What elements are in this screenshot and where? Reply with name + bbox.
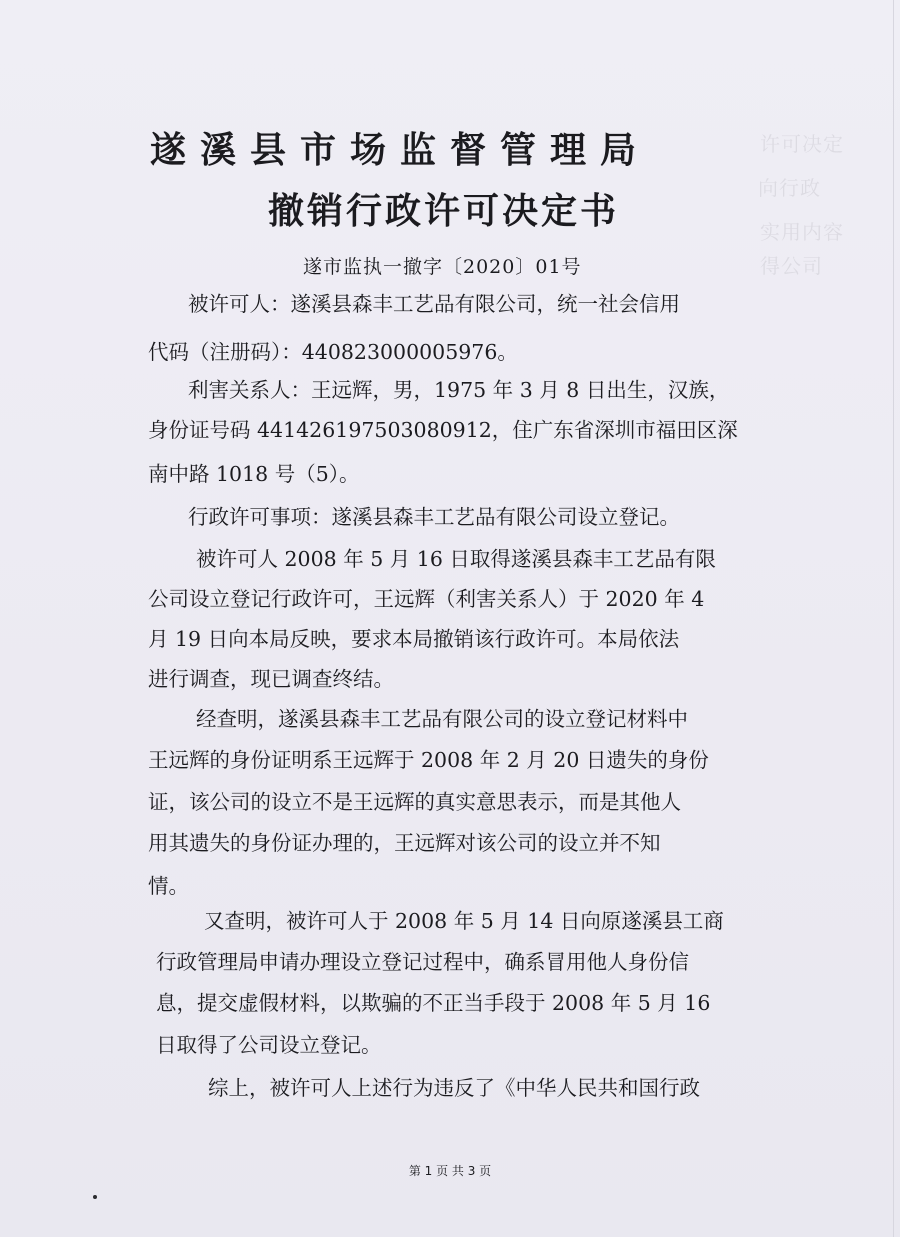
scan-speck (93, 1195, 97, 1199)
body-line: 身份证号码 441426197503080912，住广东省深圳市福田区深 (148, 418, 738, 442)
issuing-authority-title: 遂溪县市场监督管理局 (150, 129, 651, 171)
body-line: 行政管理局申请办理设立登记过程中，确系冒用他人身份信 (156, 950, 689, 974)
body-line: 行政许可事项：遂溪县森丰工艺品有限公司设立登记。 (188, 505, 680, 529)
show-through-text: 向行政 (758, 176, 821, 200)
body-line: 情。 (148, 874, 189, 898)
page-edge (893, 0, 894, 1237)
body-line: 月 19 日向本局反映，要求本局撤销该行政许可。本局依法 (148, 627, 680, 651)
document-number: 遂市监执一撤字〔2020〕01号 (303, 256, 582, 278)
body-line: 证，该公司的设立不是王远辉的真实意思表示，而是其他人 (148, 790, 681, 814)
body-line: 王远辉的身份证明系王远辉于 2008 年 2 月 20 日遗失的身份 (148, 748, 709, 772)
body-line: 日取得了公司设立登记。 (156, 1033, 382, 1057)
body-line: 公司设立登记行政许可，王远辉（利害关系人）于 2020 年 4 (148, 587, 705, 611)
show-through-text: 得公司 (760, 254, 823, 278)
body-line: 息，提交虚假材料，以欺骗的不正当手段于 2008 年 5 月 16 (156, 991, 711, 1015)
body-line: 利害关系人：王远辉，男，1975 年 3 月 8 日出生，汉族， (188, 378, 730, 402)
body-line: 进行调查，现已调查终结。 (148, 667, 394, 691)
body-line: 综上，被许可人上述行为违反了《中华人民共和国行政 (208, 1076, 700, 1100)
page-footer: 第 1 页 共 3 页 (408, 1164, 492, 1178)
body-line: 代码（注册码）：440823000005976。 (148, 340, 518, 364)
show-through-text: 实用内容 (760, 220, 844, 244)
body-line: 用其遗失的身份证办理的，王远辉对该公司的设立并不知 (148, 831, 661, 855)
show-through-text: 许可决定 (760, 132, 844, 156)
body-line: 被许可人：遂溪县森丰工艺品有限公司，统一社会信用 (188, 292, 680, 316)
document-title: 撤销行政许可决定书 (268, 190, 620, 232)
body-line: 南中路 1018 号（5）。 (148, 462, 360, 486)
body-line: 又查明，被许可人于 2008 年 5 月 14 日向原遂溪县工商 (204, 909, 724, 933)
body-line: 经查明，遂溪县森丰工艺品有限公司的设立登记材料中 (196, 707, 688, 731)
body-line: 被许可人 2008 年 5 月 16 日取得遂溪县森丰工艺品有限 (196, 547, 716, 571)
